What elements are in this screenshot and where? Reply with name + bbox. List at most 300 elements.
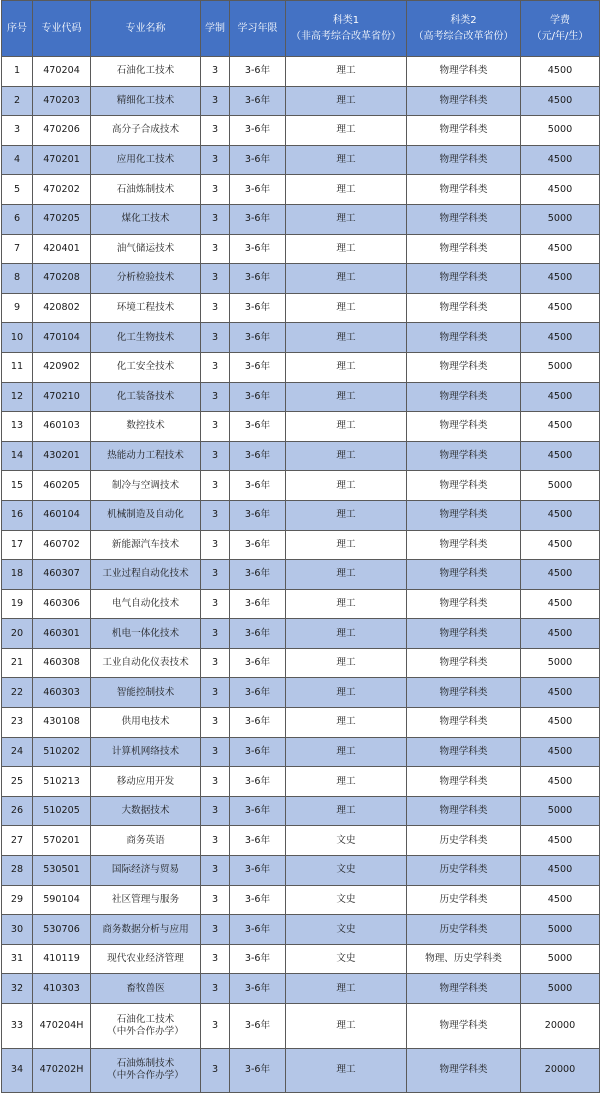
cell-seq: 14 [2, 441, 33, 471]
cell-years: 3-6年 [230, 826, 286, 856]
cell-duration: 3 [201, 589, 230, 619]
table-row [2, 145, 600, 175]
cell-code: 470201 [33, 145, 91, 175]
table-row [2, 944, 600, 974]
cell-years: 3-6年 [230, 530, 286, 560]
cell-code: 470208 [33, 264, 91, 294]
cell-category2: 物理学科类 [407, 116, 521, 146]
cell-code: 420802 [33, 293, 91, 323]
cell-code: 530501 [33, 856, 91, 886]
cell-fee: 4500 [521, 619, 600, 649]
cell-category1: 理工 [286, 57, 407, 87]
cell-fee: 4500 [521, 145, 600, 175]
cell-name: 机电一体化技术 [91, 619, 201, 649]
cell-duration: 3 [201, 57, 230, 87]
table-row [2, 234, 600, 264]
cell-duration: 3 [201, 264, 230, 294]
cell-duration: 3 [201, 323, 230, 353]
cell-name: 社区管理与服务 [91, 885, 201, 915]
cell-duration: 3 [201, 944, 230, 974]
cell-category1: 理工 [286, 204, 407, 234]
cell-code: 460103 [33, 412, 91, 442]
cell-duration: 3 [201, 116, 230, 146]
cell-years: 3-6年 [230, 382, 286, 412]
cell-name: 电气自动化技术 [91, 589, 201, 619]
cell-category2: 物理学科类 [407, 175, 521, 205]
table-row [2, 648, 600, 678]
table-row [2, 175, 600, 205]
cell-name: 智能控制技术 [91, 678, 201, 708]
cell-fee: 4500 [521, 382, 600, 412]
cell-code: 460205 [33, 471, 91, 501]
header-fee-title: 学费 [550, 14, 570, 26]
cell-years: 3-6年 [230, 737, 286, 767]
table-row [2, 382, 600, 412]
table-row [2, 826, 600, 856]
cell-fee: 4500 [521, 264, 600, 294]
cell-seq: 8 [2, 264, 33, 294]
cell-code: 470203 [33, 86, 91, 116]
cell-category1: 理工 [286, 234, 407, 264]
cell-fee: 4500 [521, 234, 600, 264]
cell-category2: 物理学科类 [407, 382, 521, 412]
cell-name-main: 石油炼制技术 [116, 1058, 175, 1070]
table-row [2, 471, 600, 501]
cell-seq: 3 [2, 116, 33, 146]
cell-name: 工业过程自动化技术 [91, 560, 201, 590]
cell-category2: 物理学科类 [407, 589, 521, 619]
cell-code: 510205 [33, 796, 91, 826]
cell-duration: 3 [201, 412, 230, 442]
table-row [2, 352, 600, 382]
cell-seq: 24 [2, 737, 33, 767]
table-row [2, 708, 600, 738]
cell-fee: 4500 [521, 500, 600, 530]
cell-seq: 1 [2, 57, 33, 87]
cell-category2: 物理学科类 [407, 264, 521, 294]
cell-category1: 理工 [286, 175, 407, 205]
cell-code: 420401 [33, 234, 91, 264]
cell-seq: 19 [2, 589, 33, 619]
cell-fee: 4500 [521, 678, 600, 708]
cell-name: 商务英语 [91, 826, 201, 856]
cell-years: 3-6年 [230, 915, 286, 945]
table-row [2, 856, 600, 886]
cell-fee: 4500 [521, 589, 600, 619]
table-row [2, 530, 600, 560]
cell-years: 3-6年 [230, 145, 286, 175]
cell-duration: 3 [201, 86, 230, 116]
table-row [2, 974, 600, 1004]
cell-name: 新能源汽车技术 [91, 530, 201, 560]
cell-seq: 20 [2, 619, 33, 649]
cell-seq: 16 [2, 500, 33, 530]
table-row [2, 1004, 600, 1049]
table-row [2, 323, 600, 353]
cell-category1: 理工 [286, 974, 407, 1004]
cell-name: 计算机网络技术 [91, 737, 201, 767]
cell-duration: 3 [201, 175, 230, 205]
cell-years: 3-6年 [230, 796, 286, 826]
header-fee-unit: （元/年/生） [531, 30, 589, 42]
cell-seq: 2 [2, 86, 33, 116]
cell-code: 470206 [33, 116, 91, 146]
cell-years: 3-6年 [230, 323, 286, 353]
cell-category1: 理工 [286, 796, 407, 826]
cell-category1: 理工 [286, 500, 407, 530]
cell-years: 3-6年 [230, 412, 286, 442]
cell-duration: 3 [201, 234, 230, 264]
cell-duration: 3 [201, 915, 230, 945]
cell-name: 国际经济与贸易 [91, 856, 201, 886]
cell-fee: 5000 [521, 796, 600, 826]
cell-seq: 28 [2, 856, 33, 886]
cell-fee: 4500 [521, 560, 600, 590]
table-row [2, 915, 600, 945]
cell-years: 3-6年 [230, 293, 286, 323]
cell-years: 3-6年 [230, 619, 286, 649]
cell-duration: 3 [201, 560, 230, 590]
cell-years: 3-6年 [230, 471, 286, 501]
table-row [2, 885, 600, 915]
cell-code: 510213 [33, 767, 91, 797]
cell-name: 化工生物技术 [91, 323, 201, 353]
cell-fee: 4500 [521, 767, 600, 797]
cell-duration: 3 [201, 737, 230, 767]
cell-years: 3-6年 [230, 944, 286, 974]
cell-category1: 理工 [286, 441, 407, 471]
cell-fee: 4500 [521, 323, 600, 353]
cell-name: 应用化工技术 [91, 145, 201, 175]
table-row [2, 412, 600, 442]
cell-name: 商务数据分析与应用 [91, 915, 201, 945]
cell-seq: 9 [2, 293, 33, 323]
cell-name [91, 1048, 201, 1093]
cell-years: 3-6年 [230, 560, 286, 590]
table-row [2, 767, 600, 797]
cell-category2: 物理、历史学科类 [407, 944, 521, 974]
cell-years: 3-6年 [230, 974, 286, 1004]
cell-category2: 物理学科类 [407, 767, 521, 797]
cell-duration: 3 [201, 796, 230, 826]
cell-name: 供用电技术 [91, 708, 201, 738]
cell-years: 3-6年 [230, 441, 286, 471]
cell-fee: 5000 [521, 204, 600, 234]
cell-duration: 3 [201, 1004, 230, 1049]
cell-category1: 理工 [286, 293, 407, 323]
cell-code: 460301 [33, 619, 91, 649]
cell-code: 460702 [33, 530, 91, 560]
cell-category1: 文史 [286, 856, 407, 886]
cell-name: 煤化工技术 [91, 204, 201, 234]
cell-code: 470205 [33, 204, 91, 234]
cell-name: 油气储运技术 [91, 234, 201, 264]
cell-seq: 7 [2, 234, 33, 264]
cell-years: 3-6年 [230, 175, 286, 205]
cell-name-main: 石油化工技术 [116, 1013, 175, 1025]
cell-years: 3-6年 [230, 708, 286, 738]
cell-duration: 3 [201, 471, 230, 501]
table-row [2, 796, 600, 826]
header-category2-title: 科类2 [450, 14, 477, 26]
cell-category1: 理工 [286, 382, 407, 412]
cell-category1: 理工 [286, 648, 407, 678]
cell-category1: 理工 [286, 471, 407, 501]
cell-name: 高分子合成技术 [91, 116, 201, 146]
cell-years: 3-6年 [230, 678, 286, 708]
cell-years: 3-6年 [230, 767, 286, 797]
cell-category1: 文史 [286, 826, 407, 856]
cell-duration: 3 [201, 382, 230, 412]
cell-category1: 理工 [286, 767, 407, 797]
table-row [2, 500, 600, 530]
cell-fee: 5000 [521, 974, 600, 1004]
cell-duration: 3 [201, 826, 230, 856]
cell-duration: 3 [201, 500, 230, 530]
cell-fee: 20000 [521, 1048, 600, 1093]
cell-years: 3-6年 [230, 1004, 286, 1049]
cell-fee: 5000 [521, 352, 600, 382]
cell-fee: 20000 [521, 1004, 600, 1049]
cell-code: 410303 [33, 974, 91, 1004]
cell-duration: 3 [201, 885, 230, 915]
cell-code: 460303 [33, 678, 91, 708]
header-years: 学习年限 [230, 1, 286, 57]
cell-years: 3-6年 [230, 264, 286, 294]
cell-seq: 26 [2, 796, 33, 826]
cell-duration: 3 [201, 648, 230, 678]
cell-category1: 理工 [286, 589, 407, 619]
cell-name: 现代农业经济管理 [91, 944, 201, 974]
cell-fee: 5000 [521, 915, 600, 945]
cell-category1: 理工 [286, 530, 407, 560]
cell-seq: 23 [2, 708, 33, 738]
cell-category2: 物理学科类 [407, 86, 521, 116]
cell-category2: 物理学科类 [407, 500, 521, 530]
cell-category1: 文史 [286, 885, 407, 915]
cell-duration: 3 [201, 767, 230, 797]
header-fee [521, 1, 600, 57]
cell-seq: 30 [2, 915, 33, 945]
cell-code: 470204 [33, 57, 91, 87]
cell-category1: 理工 [286, 352, 407, 382]
cell-category2: 物理学科类 [407, 412, 521, 442]
cell-category1: 理工 [286, 323, 407, 353]
cell-category1: 理工 [286, 708, 407, 738]
cell-category2: 物理学科类 [407, 234, 521, 264]
cell-category1: 理工 [286, 86, 407, 116]
cell-category2: 物理学科类 [407, 323, 521, 353]
cell-category1: 理工 [286, 116, 407, 146]
cell-code: 510202 [33, 737, 91, 767]
cell-name: 分析检验技术 [91, 264, 201, 294]
cell-name: 精细化工技术 [91, 86, 201, 116]
cell-fee: 4500 [521, 57, 600, 87]
table-row [2, 737, 600, 767]
cell-seq: 18 [2, 560, 33, 590]
cell-years: 3-6年 [230, 204, 286, 234]
cell-seq: 33 [2, 1004, 33, 1049]
cell-code: 420902 [33, 352, 91, 382]
cell-code: 530706 [33, 915, 91, 945]
cell-seq: 6 [2, 204, 33, 234]
cell-seq: 27 [2, 826, 33, 856]
table-row [2, 589, 600, 619]
cell-code: 470204H [33, 1004, 91, 1049]
cell-duration: 3 [201, 352, 230, 382]
cell-code: 460104 [33, 500, 91, 530]
cell-seq: 12 [2, 382, 33, 412]
cell-category1: 理工 [286, 678, 407, 708]
cell-name: 化工装备技术 [91, 382, 201, 412]
cell-name: 石油炼制技术 [91, 175, 201, 205]
cell-seq: 34 [2, 1048, 33, 1093]
table-row [2, 1048, 600, 1093]
header-duration: 学制 [201, 1, 230, 57]
cell-name: 热能动力工程技术 [91, 441, 201, 471]
cell-seq: 31 [2, 944, 33, 974]
cell-seq: 21 [2, 648, 33, 678]
cell-code: 470210 [33, 382, 91, 412]
major-fee-table [1, 0, 600, 1093]
cell-duration: 3 [201, 1048, 230, 1093]
header-category2-note: （高考综合改革省份） [413, 30, 514, 42]
cell-fee: 4500 [521, 293, 600, 323]
cell-code: 470202H [33, 1048, 91, 1093]
cell-duration: 3 [201, 204, 230, 234]
cell-years: 3-6年 [230, 589, 286, 619]
cell-duration: 3 [201, 856, 230, 886]
table-row [2, 204, 600, 234]
cell-name: 化工安全技术 [91, 352, 201, 382]
table-row [2, 678, 600, 708]
cell-fee: 4500 [521, 175, 600, 205]
table-row [2, 293, 600, 323]
header-category2 [407, 1, 521, 57]
cell-duration: 3 [201, 678, 230, 708]
cell-name: 移动应用开发 [91, 767, 201, 797]
header-seq: 序号 [2, 1, 33, 57]
cell-category1: 文史 [286, 915, 407, 945]
cell-category1: 理工 [286, 1048, 407, 1093]
cell-seq: 5 [2, 175, 33, 205]
cell-name: 机械制造及自动化 [91, 500, 201, 530]
cell-duration: 3 [201, 145, 230, 175]
cell-name: 畜牧兽医 [91, 974, 201, 1004]
cell-category2: 物理学科类 [407, 796, 521, 826]
table-row [2, 264, 600, 294]
cell-category1: 理工 [286, 619, 407, 649]
cell-code: 430108 [33, 708, 91, 738]
cell-fee: 4500 [521, 737, 600, 767]
cell-fee: 4500 [521, 708, 600, 738]
cell-category1: 理工 [286, 560, 407, 590]
cell-code: 430201 [33, 441, 91, 471]
cell-name: 制冷与空调技术 [91, 471, 201, 501]
cell-fee: 4500 [521, 530, 600, 560]
cell-seq: 10 [2, 323, 33, 353]
cell-code: 470202 [33, 175, 91, 205]
cell-years: 3-6年 [230, 500, 286, 530]
cell-years: 3-6年 [230, 352, 286, 382]
table-row [2, 116, 600, 146]
cell-category2: 物理学科类 [407, 293, 521, 323]
cell-fee: 4500 [521, 412, 600, 442]
cell-seq: 4 [2, 145, 33, 175]
table-row [2, 560, 600, 590]
cell-seq: 25 [2, 767, 33, 797]
table-row [2, 441, 600, 471]
cell-seq: 15 [2, 471, 33, 501]
cell-category2: 物理学科类 [407, 648, 521, 678]
cell-seq: 32 [2, 974, 33, 1004]
cell-years: 3-6年 [230, 116, 286, 146]
cell-code: 460307 [33, 560, 91, 590]
cell-fee: 4500 [521, 826, 600, 856]
header-category1-title: 科类1 [332, 14, 360, 26]
cell-name: 工业自动化仪表技术 [91, 648, 201, 678]
cell-category2: 物理学科类 [407, 678, 521, 708]
cell-seq: 17 [2, 530, 33, 560]
cell-years: 3-6年 [230, 234, 286, 264]
cell-code: 460308 [33, 648, 91, 678]
cell-category2: 物理学科类 [407, 204, 521, 234]
table-body [2, 57, 600, 1093]
cell-name: 数控技术 [91, 412, 201, 442]
cell-name [91, 1004, 201, 1049]
header-category1 [286, 1, 407, 57]
cell-category2: 物理学科类 [407, 441, 521, 471]
cell-duration: 3 [201, 708, 230, 738]
cell-category1: 理工 [286, 412, 407, 442]
cell-category2: 历史学科类 [407, 885, 521, 915]
cell-category2: 物理学科类 [407, 737, 521, 767]
table-row [2, 86, 600, 116]
cell-years: 3-6年 [230, 856, 286, 886]
cell-category2: 历史学科类 [407, 915, 521, 945]
cell-seq: 11 [2, 352, 33, 382]
header-code: 专业代码 [33, 1, 91, 57]
cell-category2: 物理学科类 [407, 57, 521, 87]
cell-category2: 物理学科类 [407, 471, 521, 501]
cell-category2: 物理学科类 [407, 974, 521, 1004]
cell-code: 570201 [33, 826, 91, 856]
cell-category2: 物理学科类 [407, 352, 521, 382]
cell-fee: 4500 [521, 86, 600, 116]
cell-category2: 物理学科类 [407, 1048, 521, 1093]
cell-fee: 4500 [521, 441, 600, 471]
cell-category2: 物理学科类 [407, 1004, 521, 1049]
cell-duration: 3 [201, 974, 230, 1004]
cell-years: 3-6年 [230, 885, 286, 915]
cell-fee: 5000 [521, 116, 600, 146]
cell-duration: 3 [201, 619, 230, 649]
cell-name-note: （中外合作办学） [107, 1070, 184, 1082]
header-row [2, 1, 600, 57]
cell-category2: 物理学科类 [407, 530, 521, 560]
cell-years: 3-6年 [230, 86, 286, 116]
cell-years: 3-6年 [230, 57, 286, 87]
cell-category2: 物理学科类 [407, 708, 521, 738]
cell-name: 石油化工技术 [91, 57, 201, 87]
cell-category1: 理工 [286, 1004, 407, 1049]
cell-category2: 物理学科类 [407, 145, 521, 175]
cell-code: 470104 [33, 323, 91, 353]
cell-category1: 文史 [286, 944, 407, 974]
cell-code: 460306 [33, 589, 91, 619]
cell-fee: 5000 [521, 648, 600, 678]
cell-fee: 5000 [521, 944, 600, 974]
